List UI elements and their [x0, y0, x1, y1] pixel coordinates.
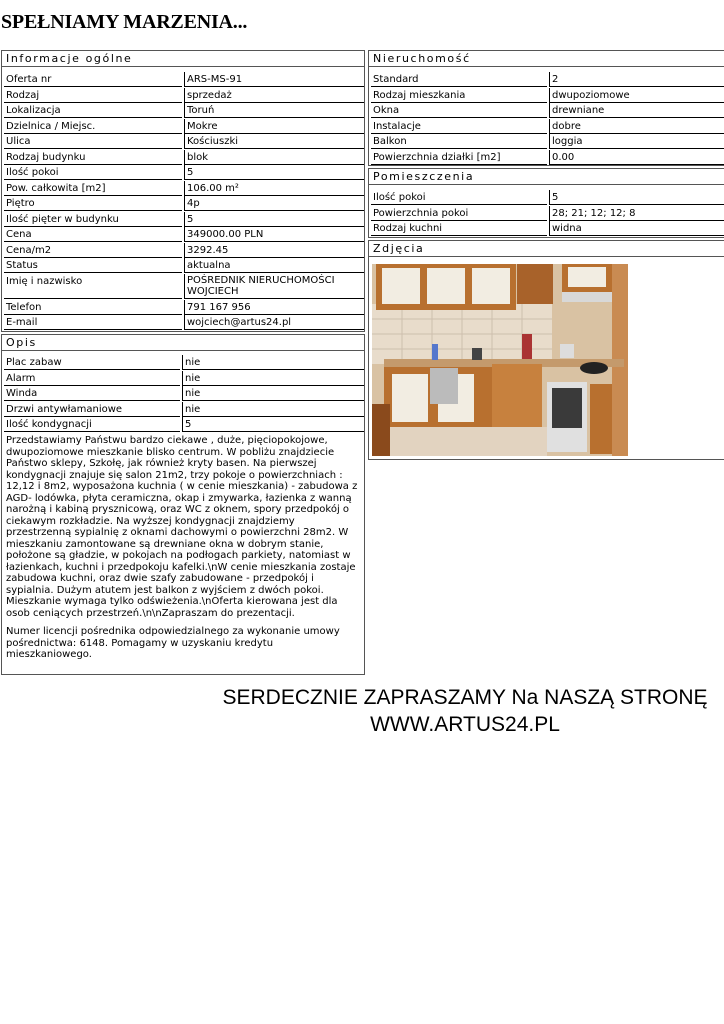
table-row: [371, 119, 724, 135]
table-row: [4, 300, 362, 316]
property-table: [371, 72, 724, 165]
table-row: [371, 221, 724, 237]
table-row: [371, 190, 724, 206]
table-row: [4, 315, 362, 331]
row-value: nie: [182, 371, 364, 386]
row-value: 2: [549, 72, 724, 87]
table-row: [371, 88, 724, 104]
row-label: Lokalizacja: [4, 103, 182, 118]
rooms-table: [371, 190, 724, 237]
table-row: [371, 150, 724, 166]
description-table: [4, 355, 362, 433]
row-value: 5: [184, 212, 364, 227]
row-label: E-mail: [4, 315, 182, 330]
row-label: Cena/m2: [4, 243, 182, 258]
kitchen-photo[interactable]: [372, 264, 628, 456]
property-section: [368, 50, 724, 166]
table-row: [371, 103, 724, 119]
row-label: Winda: [4, 386, 180, 401]
page-title: SPEŁNIAMY MARZENIA...: [1, 11, 248, 33]
description-text: Przedstawiamy Państwu bardzo ciekawe , duże, pięciopokojowe, dwupoziomowe mieszkanie blisko centrum. W pobliżu znajdziecie Państwo sklepy, Szkołę, jak również kryty basen. Na pierwszej kondygnacji znajuje się salon 21m2, trzy pokoje o powierzchniach : 12,12 i 8m2, wyposażona kuchnia ( w cenie mieszkania) - zabudowa z AGD- lodówka, płyta ceramiczna, okap i zmywarka, łazienka z wanną narożną i kabiną prysznicową, oraz WC z oknem, spory przedpokój o ciekawym rozkładzie. Na wyższej kondygnacji znajdziemy przestrzenną sypialnię z oknami dachowymi o powierzchni 28m2. W mieszkaniu zamontowane są drewniane okna w dobrym stanie, położone są gładzie, w pokojach na podłogach parkiety, natomiast w łazienkach, kuchni i przedpokoju kafelki.\nW cenie mieszkania zostaje zabudowa kuchni, oraz dwie szafy zabudowane - przedpokój i sypialnia. Dużym atutem jest balkon z wyjściem z dwóch pokoi. Mieszkanie wymaga tylko odświeżenia.\nOferta kierowana jest dla osob ceniących przestrzeń.\n\nZapraszam do prezentacji.: [6, 435, 358, 619]
row-label: Rodzaj budynku: [4, 150, 182, 165]
row-value: dobre: [549, 119, 724, 134]
table-row: [4, 243, 362, 259]
license-text: Numer licencji pośrednika odpowiedzialnego za wykonanie umowy pośrednictwa: 6148. Pomagamy w uzyskaniu kredytu mieszkaniowego.: [6, 626, 340, 660]
row-value: nie: [182, 402, 364, 417]
row-label: Instalacje: [371, 119, 547, 134]
row-value: POŚREDNIK NIERUCHOMOŚCI WOJCIECH: [184, 274, 364, 300]
table-row: [371, 72, 724, 88]
row-value: drewniane: [549, 103, 724, 118]
table-row: [4, 258, 362, 274]
row-label: Standard: [371, 72, 547, 87]
table-row: [4, 119, 362, 135]
row-value: 5: [184, 165, 364, 180]
row-label: Cena: [4, 227, 182, 242]
table-row: [4, 227, 362, 243]
table-row: [4, 165, 362, 181]
table-row: [4, 274, 362, 300]
row-value: 5: [549, 190, 724, 205]
table-row: [4, 72, 362, 88]
footer-line-1: SERDECZNIE ZAPRASZAMY Na NASZĄ STRONĘ: [222, 686, 708, 709]
row-label: Powierzchnia pokoi: [371, 206, 547, 221]
row-label: Plac zabaw: [4, 355, 180, 370]
row-value: blok: [184, 150, 364, 165]
row-label: Alarm: [4, 371, 180, 386]
description-header: Opis: [2, 335, 364, 351]
row-value: 106.00 m²: [184, 181, 364, 196]
row-label: Pow. całkowita [m2]: [4, 181, 182, 196]
row-value: Mokre: [184, 119, 364, 134]
row-label: Ilość pięter w budynku: [4, 212, 182, 227]
row-label: Ilość pokoi: [4, 165, 182, 180]
table-row: [4, 417, 362, 433]
table-row: [4, 212, 362, 228]
footer-website[interactable]: WWW.ARTUS24.PL: [370, 713, 560, 736]
row-label: Rodzaj: [4, 88, 182, 103]
row-value: sprzedaż: [184, 88, 364, 103]
table-row: [371, 206, 724, 222]
row-value: loggia: [549, 134, 724, 149]
row-value: 28; 21; 12; 12; 8: [549, 206, 724, 221]
row-value: nie: [182, 386, 364, 401]
row-label: Imię i nazwisko: [4, 274, 182, 300]
rooms-section: [368, 168, 724, 238]
row-label: Ulica: [4, 134, 182, 149]
table-row: [4, 103, 362, 119]
row-value: Kościuszki: [184, 134, 364, 149]
row-value: 5: [182, 417, 364, 432]
row-value: 349000.00 PLN: [184, 227, 364, 242]
row-label: Rodzaj mieszkania: [371, 88, 547, 103]
general-info-section: [1, 50, 365, 332]
row-value: 0.00: [549, 150, 724, 165]
row-value: aktualna: [184, 258, 364, 273]
table-row: [4, 402, 362, 418]
photos-header: Zdjęcia: [369, 241, 724, 257]
row-label: Ilość kondygnacji: [4, 417, 180, 432]
table-row: [4, 371, 362, 387]
table-row: [4, 386, 362, 402]
row-label: Ilość pokoi: [371, 190, 547, 205]
description-section: [1, 334, 365, 675]
table-row: [4, 150, 362, 166]
row-value: Toruń: [184, 103, 364, 118]
kitchen-photo-image: [372, 264, 628, 456]
property-header: Nieruchomość: [369, 51, 724, 67]
table-row: [4, 196, 362, 212]
general-info-header: Informacje ogólne: [2, 51, 364, 67]
row-label: Telefon: [4, 300, 182, 315]
table-row: [371, 134, 724, 150]
row-value[interactable]: wojciech@artus24.pl: [184, 315, 364, 330]
row-label: Drzwi antywłamaniowe: [4, 402, 180, 417]
row-value: 4p: [184, 196, 364, 211]
row-value: 3292.45: [184, 243, 364, 258]
row-value: dwupoziomowe: [549, 88, 724, 103]
row-value: widna: [549, 221, 724, 236]
row-value[interactable]: 791 167 956: [184, 300, 364, 315]
row-label: Rodzaj kuchni: [371, 221, 547, 236]
table-row: [4, 88, 362, 104]
row-label: Okna: [371, 103, 547, 118]
row-label: Balkon: [371, 134, 547, 149]
table-row: [4, 134, 362, 150]
row-label: Dzielnica / Miejsc.: [4, 119, 182, 134]
table-row: [4, 355, 362, 371]
row-value: nie: [182, 355, 364, 370]
table-row: [4, 181, 362, 197]
rooms-header: Pomieszczenia: [369, 169, 724, 185]
row-label: Piętro: [4, 196, 182, 211]
description-text-block: [6, 435, 360, 668]
general-info-table: [4, 72, 362, 331]
row-label: Powierzchnia działki [m2]: [371, 150, 547, 165]
row-label: Oferta nr: [4, 72, 182, 87]
row-value: ARS-MS-91: [184, 72, 364, 87]
row-label: Status: [4, 258, 182, 273]
